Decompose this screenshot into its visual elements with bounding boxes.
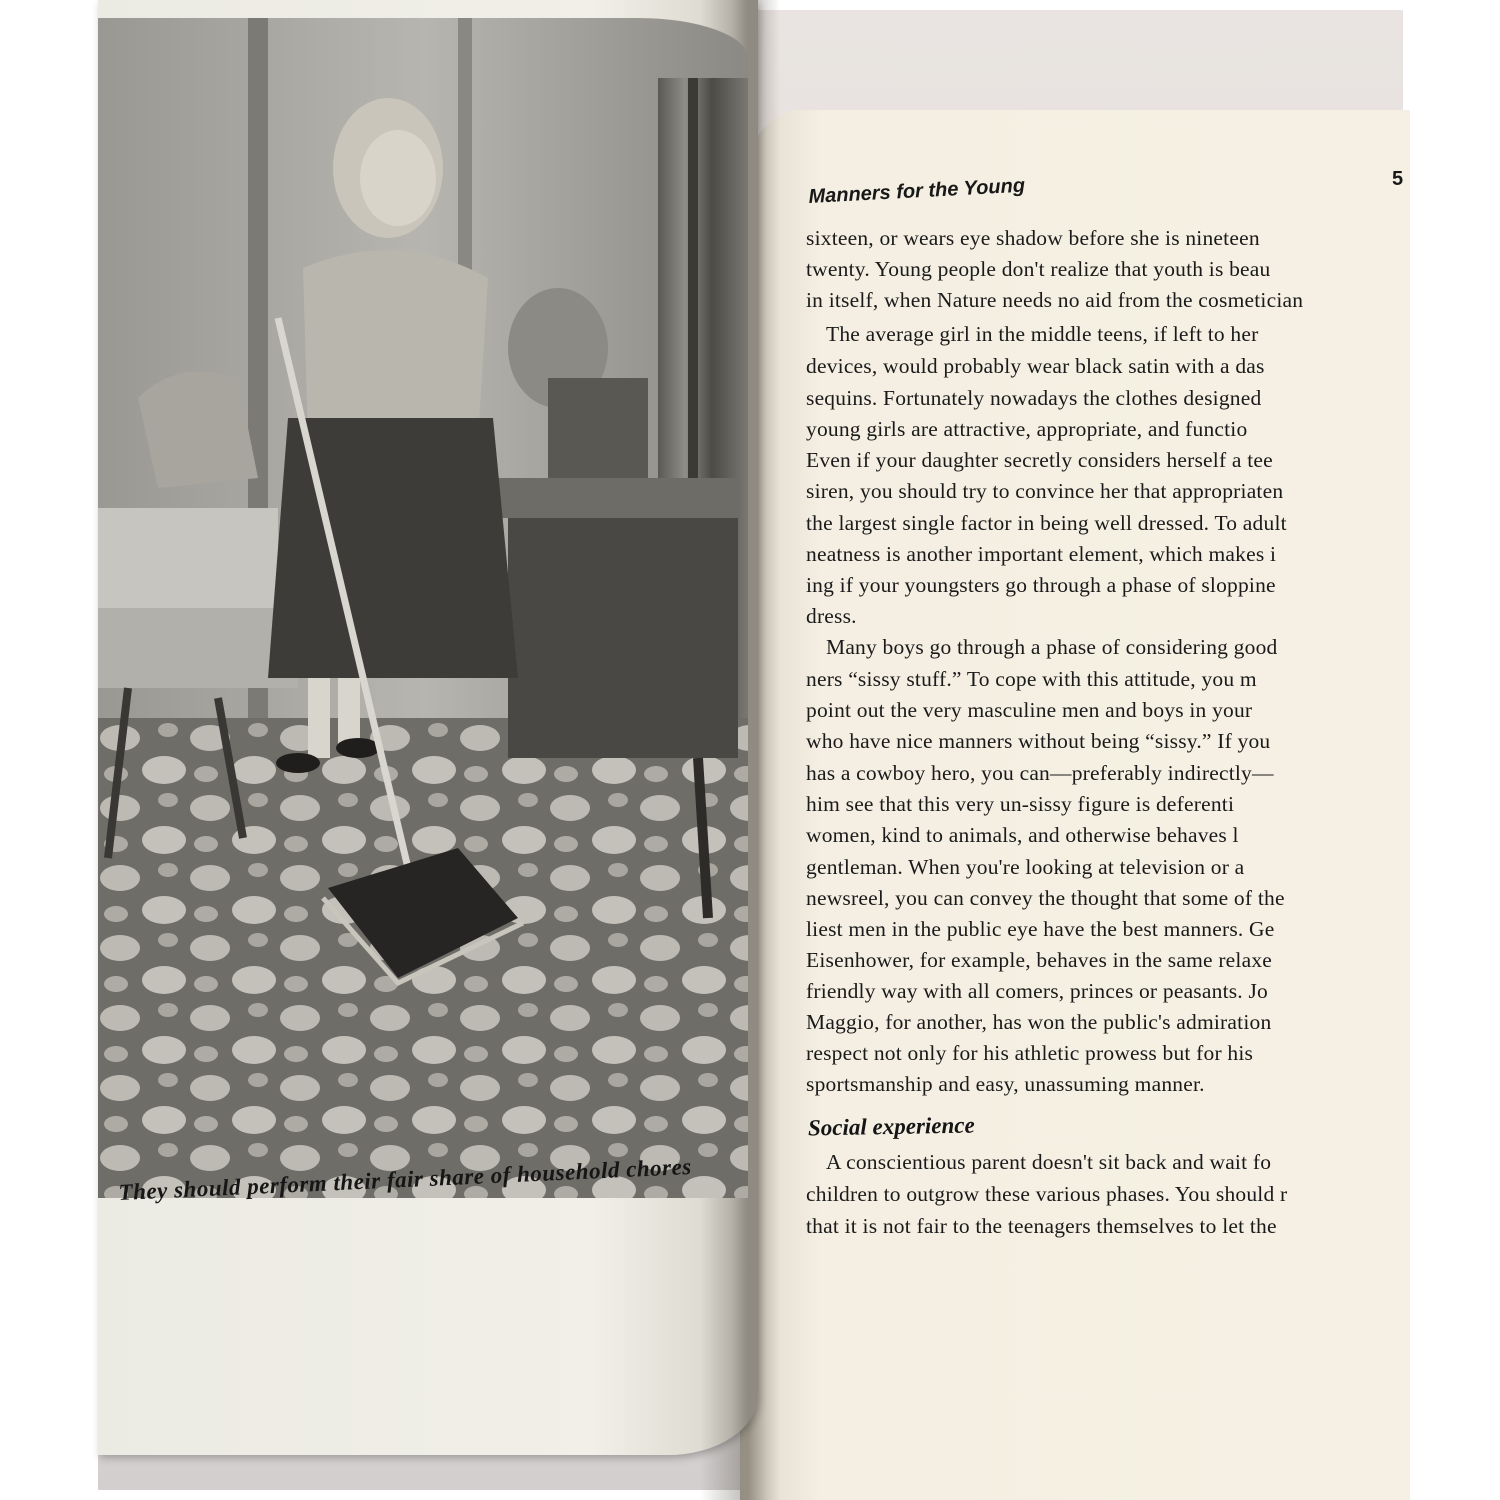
text-line: ners “sissy stuff.” To cope with this attitude, you m	[806, 667, 1257, 691]
text-line: in itself, when Nature needs no aid from the cosmetician	[806, 288, 1304, 312]
section-heading: Social experience	[807, 1112, 975, 1141]
text-line: the largest single factor in being well dressed. To adult	[806, 511, 1287, 535]
photograph-illustration	[98, 18, 748, 1198]
text-line: Many boys go through a phase of considering good	[826, 635, 1278, 659]
text-line: sportsmanship and easy, unassuming manner.	[806, 1072, 1205, 1096]
text-line: children to outgrow these various phases. You should r	[806, 1182, 1288, 1206]
text-line: sixteen, or wears eye shadow before she is nineteen	[806, 226, 1260, 250]
text-line: ing if your youngsters go through a phase of sloppine	[806, 573, 1276, 597]
text-line: Even if your daughter secretly considers herself a tee	[806, 448, 1273, 472]
text-line: newsreel, you can convey the thought that some of the	[806, 886, 1285, 910]
text-line: young girls are attractive, appropriate, and functio	[806, 417, 1248, 441]
text-line: point out the very masculine men and boys in your	[806, 698, 1253, 722]
text-line: sequins. Fortunately nowadays the clothes designed	[806, 386, 1262, 410]
running-head: Manners for the Young	[808, 174, 1026, 208]
text-line: respect not only for his athletic prowess but for his	[806, 1041, 1254, 1065]
text-line: Eisenhower, for example, behaves in the same relaxe	[806, 948, 1273, 972]
photo-caption: They should perform their fair share of household chores	[118, 1153, 693, 1205]
text-line: friendly way with all comers, princes or peasants. Jo	[806, 979, 1268, 1003]
text-line: who have nice manners without being “sissy.” If you	[806, 729, 1271, 753]
text-line: him see that this very un-sissy figure is deferenti	[806, 792, 1235, 816]
text-line: A conscientious parent doesn't sit back and wait fo	[826, 1150, 1272, 1174]
text-line: siren, you should try to convince her that appropriaten	[806, 479, 1284, 503]
text-line: women, kind to animals, and otherwise behaves l	[806, 823, 1239, 847]
vintage-photograph	[98, 18, 748, 1198]
text-line: has a cowboy hero, you can—preferably indirectly—	[806, 761, 1274, 785]
text-line: that it is not fair to the teenagers themselves to let the	[806, 1214, 1277, 1238]
text-line: devices, would probably wear black satin with a das	[806, 354, 1265, 378]
text-line: gentleman. When you're looking at television or a	[806, 855, 1245, 879]
text-line: The average girl in the middle teens, if left to her	[826, 322, 1259, 346]
text-line: twenty. Young people don't realize that youth is beau	[806, 257, 1271, 281]
text-line: dress.	[806, 604, 857, 628]
text-line: Maggio, for another, has won the public's admiration	[806, 1010, 1272, 1034]
text-line: neatness is another important element, which makes i	[806, 542, 1277, 566]
text-line: liest men in the public eye have the best manners. Ge	[806, 917, 1275, 941]
page-number: 5	[1392, 168, 1404, 190]
